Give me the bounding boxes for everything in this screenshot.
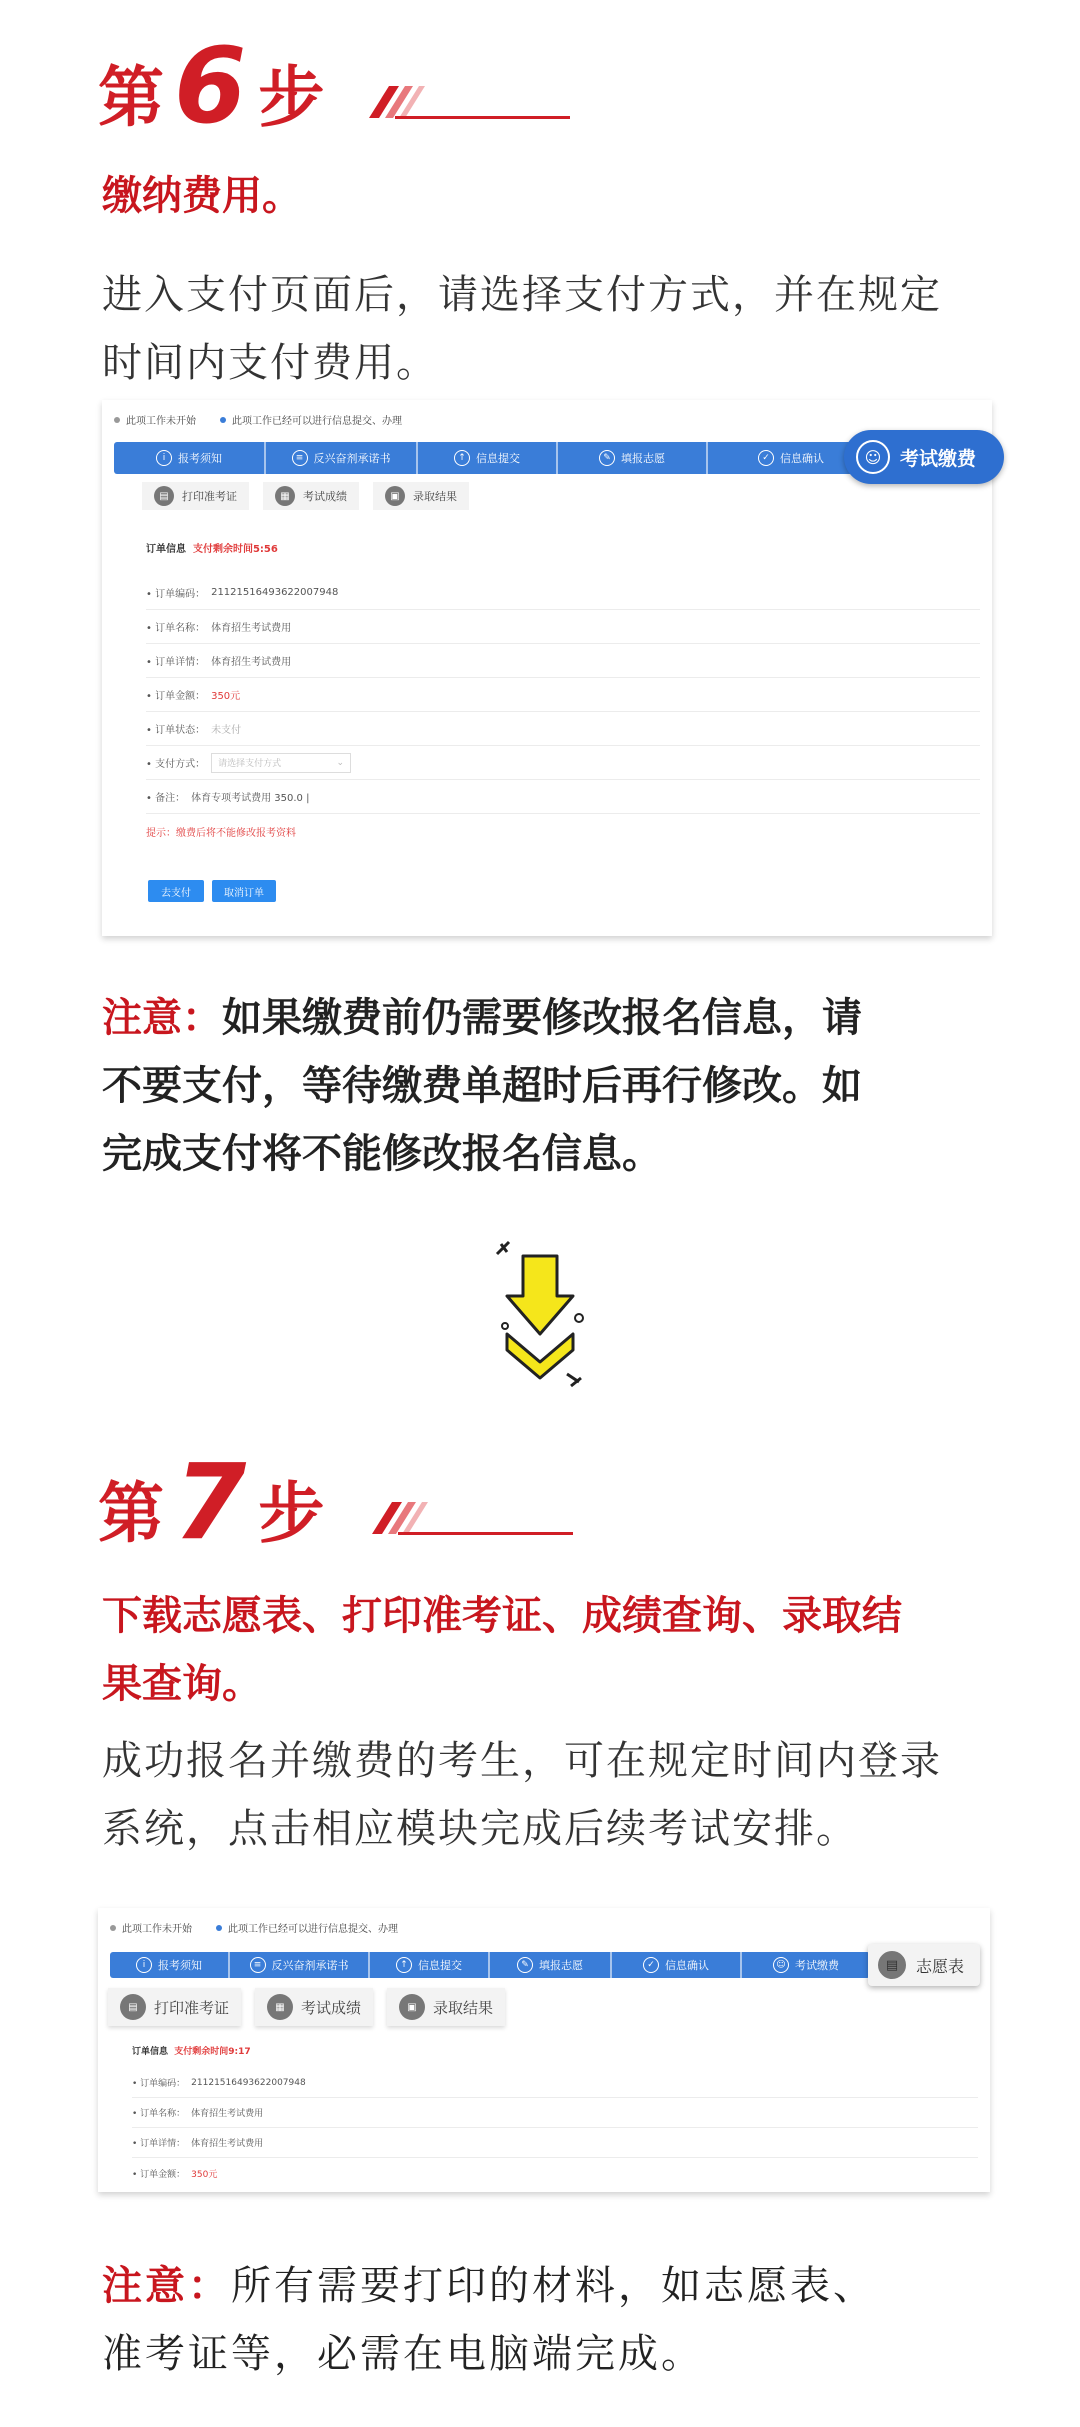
payment-page-screenshot bbox=[102, 400, 992, 936]
subtab-admission-result[interactable]: ▣ 录取结果 bbox=[373, 482, 469, 510]
score-icon: ▦ bbox=[275, 486, 295, 506]
subtab-admission-result[interactable]: ▣ 录取结果 bbox=[387, 1988, 505, 2026]
step-tab-info-submit[interactable]: ↑ 信息提交 bbox=[418, 442, 558, 474]
order-row-detail: • 订单详情： 体育招生考试费用 bbox=[132, 2128, 978, 2158]
progress-stepbar bbox=[114, 442, 874, 474]
step7-heading bbox=[98, 1436, 325, 1563]
info-icon: i bbox=[156, 450, 172, 466]
step-tab-anti-doping[interactable]: ≡ 反兴奋剂承诺书 bbox=[230, 1952, 370, 1978]
down-arrow-icon bbox=[485, 1238, 595, 1390]
step7-note-label: 注意： bbox=[102, 2263, 231, 2309]
order-row-payment-method: • 支付方式： 请选择支付方式 ⌄ bbox=[146, 746, 980, 780]
order-row-status: • 订单状态： 未支付 bbox=[146, 712, 980, 746]
payment-method-select[interactable]: 请选择支付方式 ⌄ bbox=[211, 753, 351, 773]
user-icon: ☺ bbox=[773, 1957, 789, 1973]
legend-available: 此项工作已经可以进行信息提交、办理 bbox=[216, 1920, 398, 1935]
step7-decoration bbox=[358, 1498, 573, 1538]
step7-note: 注意：所有需要打印的材料，如志愿表、 准考证等，必需在电脑端完成。 bbox=[102, 2263, 876, 2377]
step7-title-line1: 下载志愿表、打印准考证、成绩查询、录取结 bbox=[102, 1593, 902, 1639]
subtab-exam-score[interactable]: ▦ 考试成绩 bbox=[263, 482, 359, 510]
result-icon: ▣ bbox=[385, 486, 405, 506]
printer-icon: ▤ bbox=[120, 1994, 146, 2020]
edit-icon: ✎ bbox=[599, 450, 615, 466]
order-info-header: 订单信息 支付剩余时间9:17 bbox=[132, 2047, 251, 2057]
step7-body-line2: 系统，点击相应模块完成后续考试安排。 bbox=[102, 1806, 858, 1852]
order-row-code: • 订单编码： 21121516493622007948 bbox=[146, 576, 980, 610]
step7-bu: 步 bbox=[258, 1474, 325, 1552]
step6-body-line2: 时间内支付费用。 bbox=[102, 340, 438, 386]
info-icon: i bbox=[136, 1957, 152, 1973]
step7-body-line1: 成功报名并缴费的考生，可在规定时间内登录 bbox=[102, 1738, 942, 1784]
step-tab-exam-payment[interactable]: ☺ 考试缴费 bbox=[742, 1952, 870, 1978]
upload-icon: ↑ bbox=[454, 450, 470, 466]
table-icon: ▤ bbox=[878, 1951, 906, 1979]
step6-heading bbox=[98, 20, 325, 147]
result-icon: ▣ bbox=[399, 1994, 425, 2020]
status-legend bbox=[110, 1920, 398, 1935]
progress-stepbar bbox=[110, 1952, 870, 1978]
step-tab-info-confirm[interactable]: ✓ 信息确认 bbox=[612, 1952, 742, 1978]
doc-icon: ≡ bbox=[250, 1957, 266, 1973]
step-tab-volunteer[interactable]: ✎ 填报志愿 bbox=[558, 442, 708, 474]
legend-available: 此项工作已经可以进行信息提交、办理 bbox=[220, 412, 402, 427]
order-row-name: • 订单名称： 体育招生考试费用 bbox=[132, 2098, 978, 2128]
step6-note: 注意：如果缴费前仍需要修改报名信息，请 不要支付，等待缴费单超时后再行修改。如 完成支付将不能修改报名信息。 bbox=[102, 995, 862, 1177]
subtab-print-admission[interactable]: ▤ 打印准考证 bbox=[142, 482, 249, 510]
step6-decoration bbox=[355, 82, 570, 122]
result-page-screenshot bbox=[98, 1908, 990, 2192]
chevron-down-icon: ⌄ bbox=[336, 757, 345, 768]
volunteer-table-button[interactable]: ▤ 志愿表 bbox=[868, 1944, 980, 1986]
step6-title: 缴纳费用。 bbox=[102, 173, 302, 219]
payment-countdown: 支付剩余时间9:17 bbox=[174, 2047, 251, 2057]
printer-icon: ▤ bbox=[154, 486, 174, 506]
score-icon: ▦ bbox=[267, 1994, 293, 2020]
step-tab-exam-notice[interactable]: i 报考须知 bbox=[110, 1952, 230, 1978]
grey-dot-icon bbox=[110, 1925, 116, 1931]
step6-bu: 步 bbox=[258, 58, 325, 136]
upload-icon: ↑ bbox=[396, 1957, 412, 1973]
step-tab-volunteer[interactable]: ✎ 填报志愿 bbox=[490, 1952, 612, 1978]
doc-icon: ≡ bbox=[292, 450, 308, 466]
blue-dot-icon bbox=[216, 1925, 222, 1931]
step-tab-info-submit[interactable]: ↑ 信息提交 bbox=[370, 1952, 490, 1978]
user-icon: ☺ bbox=[856, 440, 890, 474]
sub-tabs bbox=[142, 482, 469, 510]
step6-di: 第 bbox=[98, 58, 164, 136]
payment-tip: 提示：缴费后将不能修改报考资料 bbox=[146, 827, 296, 839]
order-row-name: • 订单名称： 体育招生考试费用 bbox=[146, 610, 980, 644]
pay-button[interactable]: 去支付 bbox=[148, 880, 204, 902]
check-icon: ✓ bbox=[643, 1957, 659, 1973]
edit-icon: ✎ bbox=[517, 1957, 533, 1973]
step-tab-info-confirm[interactable]: ✓ 信息确认 bbox=[708, 442, 874, 474]
step6-number: 6 bbox=[174, 24, 247, 147]
sub-tabs bbox=[108, 1988, 505, 2026]
subtab-print-admission[interactable]: ▤ 打印准考证 bbox=[108, 1988, 241, 2026]
status-legend bbox=[114, 412, 402, 427]
step-tab-exam-payment-active[interactable]: ☺ 考试缴费 bbox=[844, 430, 1004, 484]
step7-title-line2: 果查询。 bbox=[102, 1661, 262, 1707]
order-row-code: • 订单编码： 21121516493622007948 bbox=[132, 2068, 978, 2098]
cancel-order-button[interactable]: 取消订单 bbox=[212, 880, 276, 902]
blue-dot-icon bbox=[220, 417, 226, 423]
step6-note-label: 注意： bbox=[102, 995, 222, 1041]
legend-not-started: 此项工作未开始 bbox=[114, 412, 196, 427]
order-row-amount: • 订单金额： 350元 bbox=[132, 2169, 218, 2180]
grey-dot-icon bbox=[114, 417, 120, 423]
order-info-header: 订单信息 支付剩余时间5:56 bbox=[146, 544, 278, 555]
step7-number: 7 bbox=[174, 1440, 247, 1563]
legend-not-started: 此项工作未开始 bbox=[110, 1920, 192, 1935]
step-tab-exam-notice[interactable]: i 报考须知 bbox=[114, 442, 266, 474]
step7-di: 第 bbox=[98, 1474, 164, 1552]
step-tab-anti-doping[interactable]: ≡ 反兴奋剂承诺书 bbox=[266, 442, 418, 474]
order-row-remark: • 备注： 体育专项考试费用 350.0 | bbox=[146, 780, 980, 814]
check-icon: ✓ bbox=[758, 450, 774, 466]
payment-countdown: 支付剩余时间5:56 bbox=[192, 544, 278, 555]
subtab-exam-score[interactable]: ▦ 考试成绩 bbox=[255, 1988, 373, 2026]
order-row-amount: • 订单金额： 350元 bbox=[146, 678, 980, 712]
step6-body-line1: 进入支付页面后，请选择支付方式，并在规定 bbox=[102, 272, 942, 318]
order-row-detail: • 订单详情： 体育招生考试费用 bbox=[146, 644, 980, 678]
